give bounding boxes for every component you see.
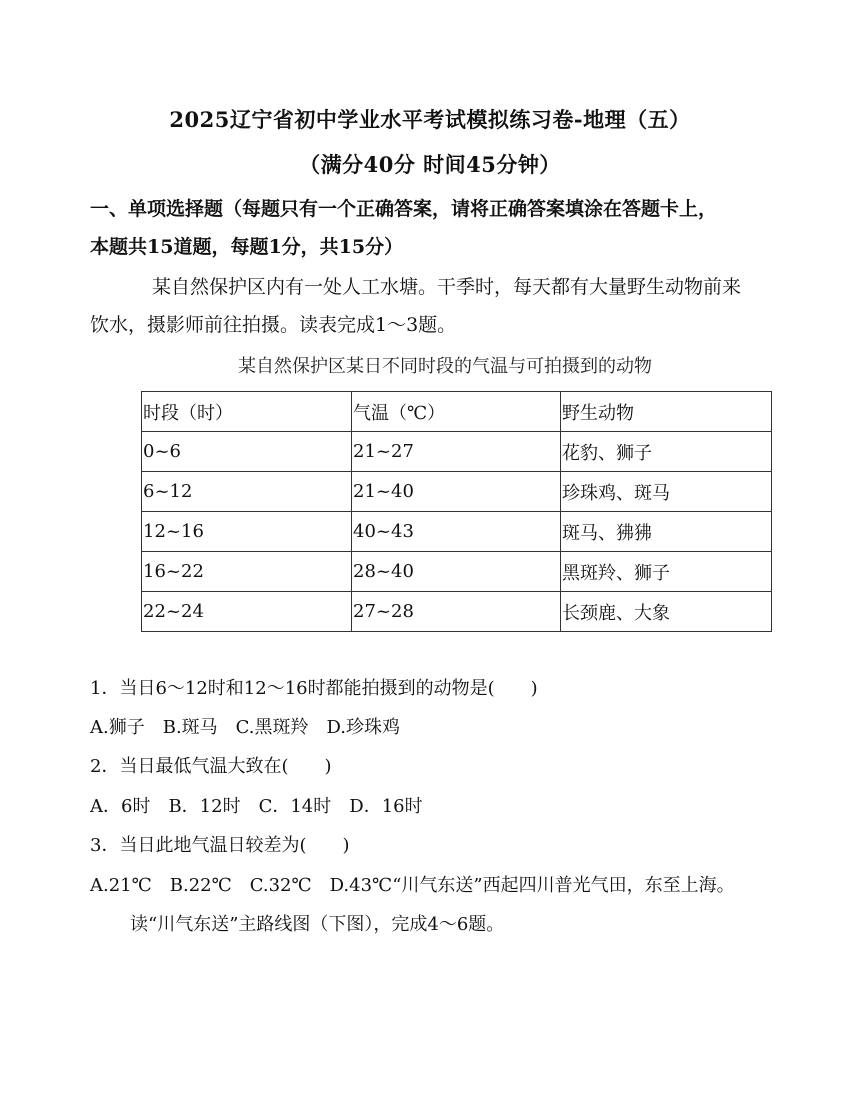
table-cell: 12~16: [142, 512, 352, 552]
table-cell: 长颈鹿、大象: [561, 592, 772, 632]
header-cell-period: 时段（时）: [142, 392, 352, 432]
header-cell-animals: 野生动物: [561, 392, 772, 432]
section-heading-line-2: 本题共15道题，每题1分，共15分）: [90, 236, 404, 258]
intro-line-1: 某自然保护区内有一处人工水塘。干季时，每天都有大量野生动物前来: [152, 276, 742, 298]
table-caption: 某自然保护区某日不同时段的气温与可拍摄到的动物: [238, 356, 652, 377]
header-cell-temperature: 气温（℃）: [352, 392, 561, 432]
intro-line-2: 饮水，摄影师前往拍摄。读表完成1～3题。: [90, 314, 457, 336]
question-3: 3．当日此地气温日较差为( ): [90, 835, 350, 856]
table-cell: 花豹、狮子: [561, 432, 772, 472]
table-row: [142, 552, 772, 592]
table-row: [142, 432, 772, 472]
page-title: 2025辽宁省初中学业水平考试模拟练习卷-地理（五）: [169, 107, 691, 132]
page-subtitle: （满分40分 时间45分钟）: [299, 152, 561, 177]
table-row: [142, 472, 772, 512]
table-cell: 0~6: [142, 432, 352, 472]
table-row: [142, 592, 772, 632]
table-cell: 21~27: [352, 432, 561, 472]
reading-instruction: 读“川气东送”主路线图（下图），完成4～6题。: [130, 914, 505, 935]
table-cell: 28~40: [352, 552, 561, 592]
question-1: 1．当日6～12时和12～16时都能拍摄到的动物是( ): [90, 678, 538, 699]
section-heading: [90, 190, 790, 266]
table-cell: 40~43: [352, 512, 561, 552]
section-heading-line-1: 一、单项选择题（每题只有一个正确答案，请将正确答案填涂在答题卡上，: [90, 198, 718, 220]
table-cell: 16~22: [142, 552, 352, 592]
question-2-options: A．6时 B．12时 C．14时 D．16时: [90, 796, 423, 817]
question-2: 2．当日最低气温大致在( ): [90, 756, 332, 777]
table-cell: 22~24: [142, 592, 352, 632]
data-table: [141, 391, 772, 632]
question-3-options: A.21℃ B.22℃ C.32℃ D.43℃“川气东送”西起四川普光气田，东至上海。: [90, 875, 735, 896]
table-cell: 21~40: [352, 472, 561, 512]
table-cell: 珍珠鸡、斑马: [561, 472, 772, 512]
table-cell: 6~12: [142, 472, 352, 512]
question-1-options: A.狮子 B.斑马 C.黑斑羚 D.珍珠鸡: [90, 717, 401, 738]
table-cell: 27~28: [352, 592, 561, 632]
table-row: [142, 512, 772, 552]
table-cell: 斑马、狒狒: [561, 512, 772, 552]
intro-paragraph: [90, 268, 780, 344]
table-cell: 黑斑羚、狮子: [561, 552, 772, 592]
table-header-row: [142, 392, 772, 432]
